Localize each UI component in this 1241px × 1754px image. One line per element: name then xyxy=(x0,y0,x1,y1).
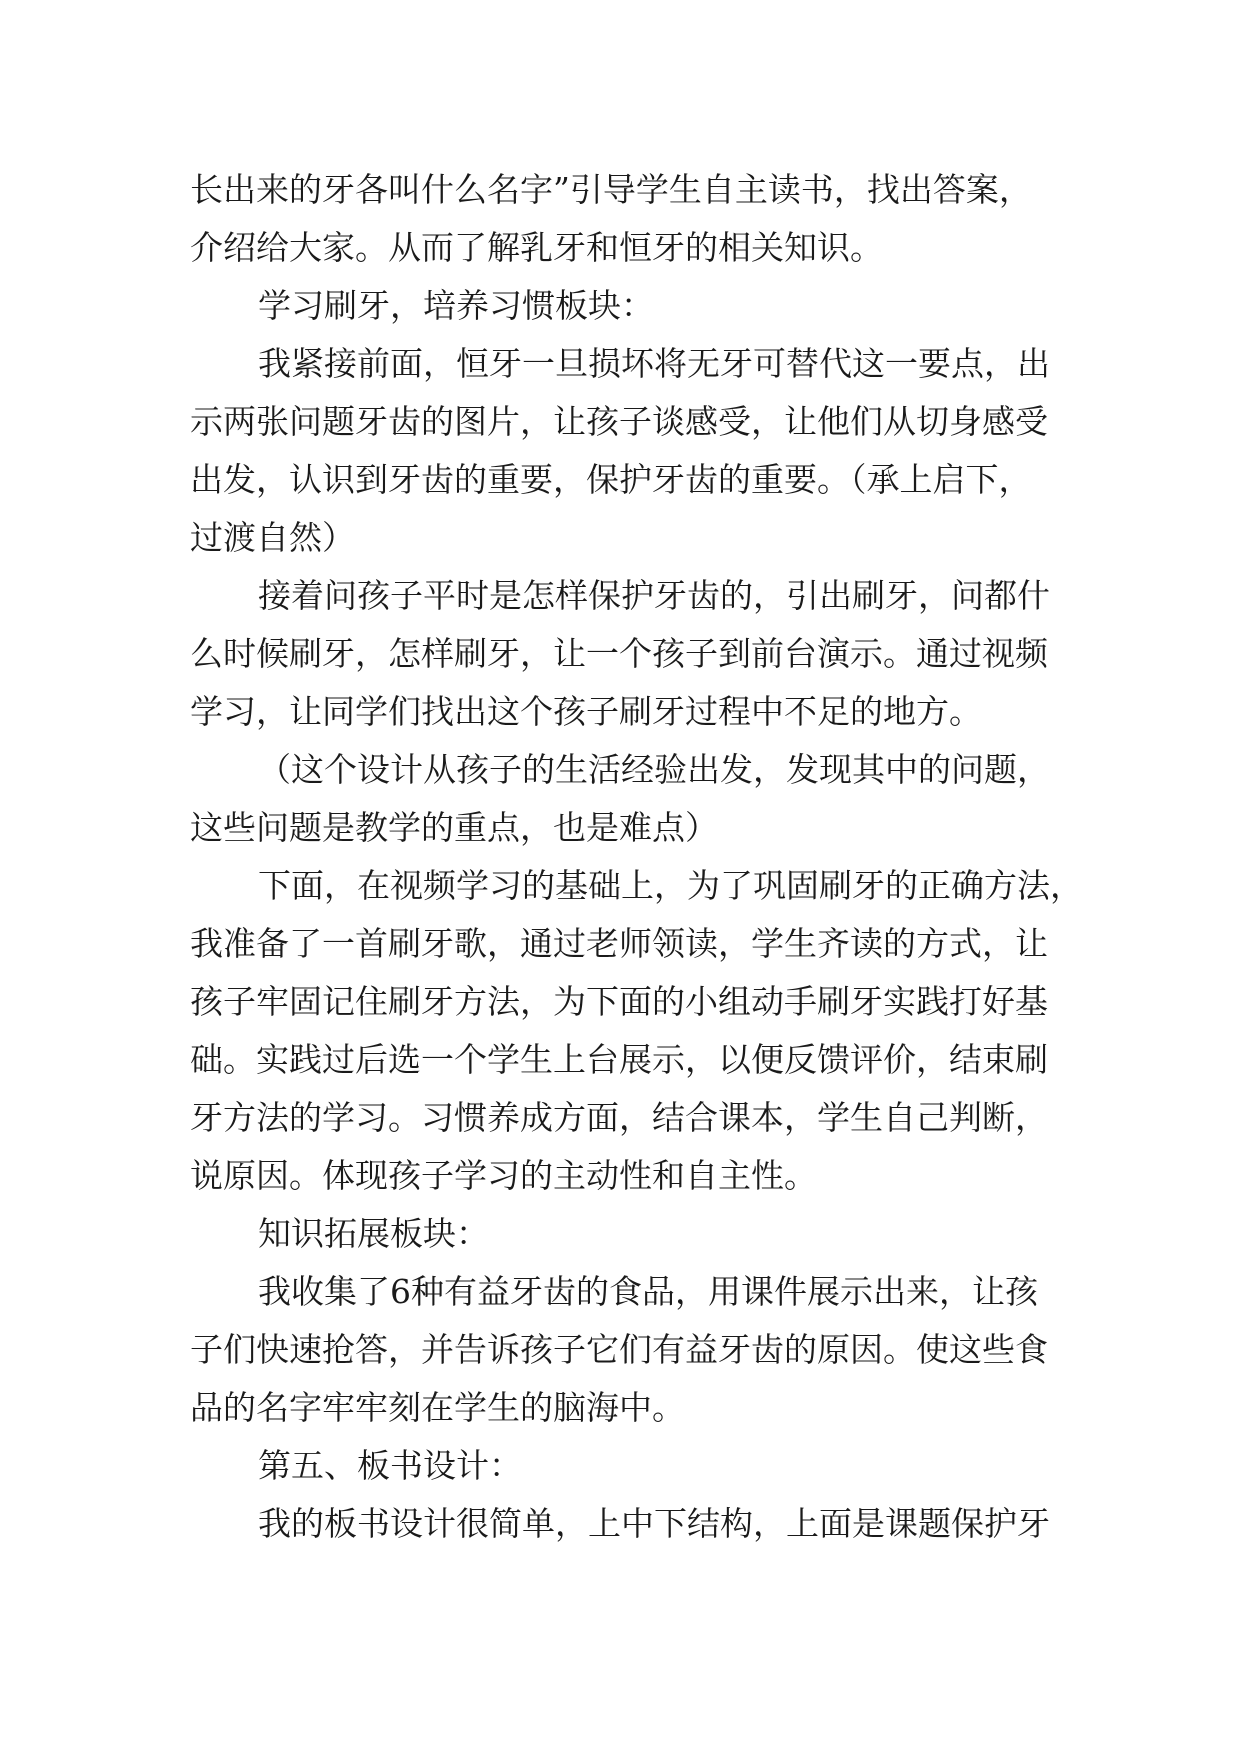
text-line: 我收集了6种有益牙齿的食品，用课件展示出来，让孩 xyxy=(258,1272,1038,1311)
text-line: 这些问题是教学的重点，也是难点） xyxy=(190,808,718,847)
text-line: 过渡自然） xyxy=(190,518,355,557)
section-heading: 知识拓展板块： xyxy=(258,1214,489,1253)
text-line: 础。实践过后选一个学生上台展示，以便反馈评价，结束刷 xyxy=(190,1040,1048,1079)
text-line: 牙方法的学习。习惯养成方面，结合课本，学生自己判断， xyxy=(190,1098,1048,1137)
text-line: 么时候刷牙，怎样刷牙，让一个孩子到前台演示。通过视频 xyxy=(190,634,1048,673)
text-line: 我紧接前面，恒牙一旦损坏将无牙可替代这一要点，出 xyxy=(258,344,1050,383)
text-line: 子们快速抢答，并告诉孩子它们有益牙齿的原因。使这些食 xyxy=(190,1330,1048,1369)
text-line: 孩子牢固记住刷牙方法，为下面的小组动手刷牙实践打好基 xyxy=(190,982,1048,1021)
text-line: 品的名字牢牢刻在学生的脑海中。 xyxy=(190,1388,685,1427)
text-line: 长出来的牙各叫什么名字”引导学生自主读书，找出答案， xyxy=(190,170,1032,209)
text-line: 接着问孩子平时是怎样保护牙齿的，引出刷牙，问都什 xyxy=(258,576,1050,615)
text-line: 说原因。体现孩子学习的主动性和自主性。 xyxy=(190,1156,817,1195)
text-line: 下面，在视频学习的基础上，为了巩固刷牙的正确方法， xyxy=(258,866,1083,905)
text-line: 我的板书设计很简单，上中下结构，上面是课题保护牙 xyxy=(258,1504,1050,1543)
text-line: 学习，让同学们找出这个孩子刷牙过程中不足的地方。 xyxy=(190,692,982,731)
section-heading: 第五、板书设计： xyxy=(258,1446,522,1485)
text-line: 我准备了一首刷牙歌，通过老师领读，学生齐读的方式，让 xyxy=(190,924,1048,963)
text-line: 示两张问题牙齿的图片，让孩子谈感受，让他们从切身感受 xyxy=(190,402,1048,441)
text-line: 出发，认识到牙齿的重要，保护牙齿的重要。（承上启下， xyxy=(190,460,1032,499)
text-line: 介绍给大家。从而了解乳牙和恒牙的相关知识。 xyxy=(190,228,883,267)
section-heading: 学习刷牙，培养习惯板块： xyxy=(258,286,654,325)
text-line: （这个设计从孩子的生活经验出发，发现其中的问题， xyxy=(258,750,1050,789)
